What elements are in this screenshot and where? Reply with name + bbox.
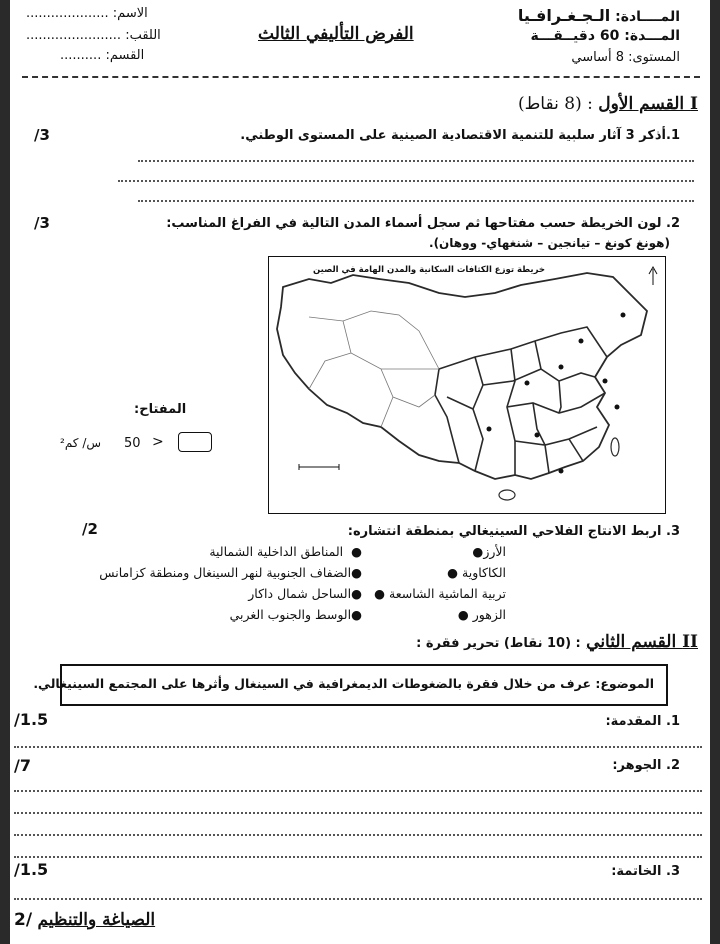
conclusion-label: 3. الخاتمة: [611, 864, 680, 879]
part1-heading: I القسم الأول [598, 94, 698, 114]
duration-label: المـــدة: [624, 28, 680, 44]
header-divider [22, 76, 700, 78]
class-dots: .......... [60, 48, 102, 63]
city-dot-2 [603, 379, 608, 384]
duration-value: 60 دقيــقـــة [530, 28, 620, 44]
q3-region-1[interactable]: ● المناطق الداخلية الشمالية [209, 544, 362, 559]
q2-text: 2. لون الخريطة حسب مفتاحها ثم سجل أسماء المدن التالية في الفراغ المناسب: [166, 216, 680, 231]
level-label: المستوى: [628, 50, 680, 65]
part1-points: : (8 نقاط) [517, 94, 593, 114]
taiwan-island [611, 438, 619, 456]
body-label: 2. الجوهر: [612, 758, 680, 773]
intro-score: /1.5 [14, 710, 49, 729]
q1-answer-line-2[interactable] [118, 180, 694, 182]
class-row[interactable] [60, 48, 144, 63]
map-key-sign: > [152, 434, 164, 450]
surname-dots: ....................... [26, 28, 122, 43]
intro-answer-line[interactable] [14, 746, 702, 748]
city-dot-1 [579, 339, 584, 344]
q1-score: /3 [34, 126, 50, 144]
footer-row [14, 910, 155, 930]
duration-row [530, 28, 680, 44]
name-label: الاسم: [112, 6, 148, 21]
part2-heading: II القسم الثاني [586, 632, 698, 652]
name-dots: .................... [26, 6, 109, 21]
q2-score: /3 [34, 214, 50, 232]
footer-score: /2 [14, 910, 33, 930]
conclusion-answer-line[interactable] [14, 898, 702, 900]
q3-region-3[interactable]: ●الساحل شمال داكار [248, 586, 362, 601]
q3-product-4[interactable]: الزهور ● [457, 607, 506, 622]
map-title: خريطة توزع الكثافات السكانية والمدن الهامة في الصين [313, 265, 546, 275]
q3-text: 3. اربط الانتاج الفلاحي السينيغالي بمنطقة انتشاره: [347, 524, 680, 539]
china-map-frame [268, 256, 666, 514]
city-dot-7 [535, 433, 540, 438]
map-key-title: المفتاح: [134, 402, 187, 417]
q3-score: /2 [82, 520, 98, 538]
body-answer-line-4[interactable] [14, 856, 702, 858]
subject-row [518, 6, 680, 25]
north-arrow-icon [649, 267, 657, 285]
city-dot-5 [615, 405, 620, 410]
map-key-color-box[interactable] [178, 432, 212, 452]
level-value: 8 أساسي [571, 50, 624, 65]
class-label: القسم: [105, 48, 145, 63]
city-dot-9 [621, 313, 626, 318]
part1-heading-row [518, 94, 698, 114]
part2-points: : (10 نقاط) تحرير فقرة : [416, 636, 581, 651]
name-row[interactable] [26, 6, 148, 21]
city-dot-8 [559, 469, 564, 474]
body-answer-line-1[interactable] [14, 790, 702, 792]
map-key-value: 50 [124, 436, 141, 451]
intro-label: 1. المقدمة: [605, 714, 680, 729]
body-answer-line-3[interactable] [14, 834, 702, 836]
q3-product-1[interactable]: الأرز● [472, 544, 506, 559]
hainan-island [499, 490, 515, 500]
q1-answer-line-3[interactable] [138, 200, 694, 202]
q3-region-4[interactable]: ●الوسط والجنوب الغربي [229, 607, 362, 622]
q3-region-2[interactable]: ●الضفاف الجنوبية لنهر السينغال ومنطقة كزامانس [99, 565, 362, 580]
city-dot-3 [559, 365, 564, 370]
part2-heading-row [416, 632, 698, 652]
subject-label: المــــادة: [615, 9, 680, 25]
surname-row[interactable] [26, 28, 161, 43]
body-answer-line-2[interactable] [14, 812, 702, 814]
city-dot-6 [487, 427, 492, 432]
q1-answer-line-1[interactable] [138, 160, 694, 162]
footer-label: الصياغة والتنظيم [37, 910, 156, 930]
q2-cities: (هونغ كونغ – تيانجين – شنغهاي- ووهان). [429, 236, 670, 250]
surname-label: اللقب: [125, 28, 161, 43]
map-key-unit: س/ كم² [60, 436, 102, 450]
conclusion-score: /1.5 [14, 860, 49, 879]
body-score: /7 [14, 756, 31, 775]
scale-bar-icon [299, 464, 339, 470]
exam-title: الفرض التأليفي الثالث [258, 24, 414, 44]
topic-box [33, 664, 668, 706]
city-dot-4 [525, 381, 530, 386]
topic-text: الموضوع: عرف من خلال فقرة بالضغوطات الديمغرافية في السينغال وأثرها على المجتمع السينيغالي. [33, 676, 654, 691]
level-row [571, 50, 680, 65]
q1-text: 1.أذكر 3 آثار سلبية للتنمية الاقتصادية الصينية على المستوى الوطني. [240, 128, 680, 143]
q3-product-2[interactable]: الكاكاوية ● [447, 565, 506, 580]
subject-value: الـجـغـرافـيا [517, 6, 611, 25]
q3-product-3[interactable]: تربية الماشية الشاسعة ● [374, 586, 506, 601]
china-map-svg [269, 257, 665, 513]
